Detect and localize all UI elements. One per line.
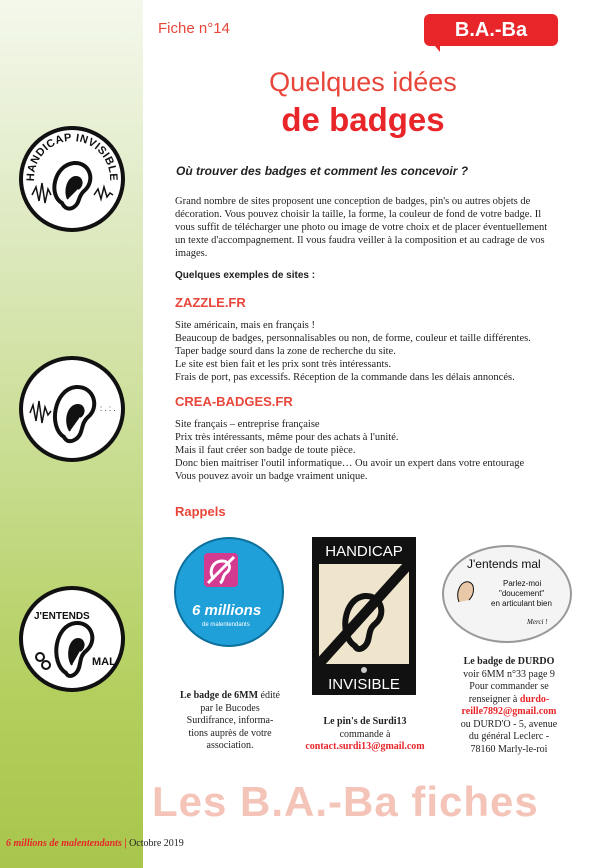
svg-text:de malentendants: de malentendants	[202, 622, 250, 628]
zazzle-line: Site américain, mais en français !	[175, 320, 315, 331]
svg-text:HANDICAP INVISIBLE: HANDICAP INVISIBLE	[24, 131, 120, 182]
crea-line: Site français – entreprise française	[175, 419, 320, 430]
page-title-line2: de badges	[281, 101, 445, 138]
handicap-invisible-logo	[18, 125, 126, 233]
zazzle-line: Beaucoup de badges, personnalisables ou non, de forme, couleur et taille différentes.	[175, 333, 531, 344]
footer-magazine-name: 6 millions de malentendants	[6, 838, 122, 849]
crea-badges-title: CREA-BADGES.FR	[175, 394, 293, 409]
zazzle-paragraph	[175, 319, 575, 384]
svg-text:: . : .: : . : .	[100, 404, 116, 413]
caption-6mm	[170, 690, 290, 753]
six-millions-badge-image	[172, 535, 286, 649]
intro-line: images.	[175, 248, 208, 259]
svg-text:Parlez-moi: Parlez-moi	[503, 579, 542, 588]
intro-line: un texte d'accompagnement. Il vous faudra veiller à la composition et au cadrage de vos	[175, 235, 545, 246]
jentends-mal-logo	[18, 585, 126, 693]
examples-heading: Quelques exemples de sites :	[175, 270, 316, 281]
caption-durdo-line: renseigner à	[468, 693, 520, 705]
surdi13-email-link[interactable]: contact.surdi13@gmail.com	[305, 741, 425, 752]
crea-line: Donc bien maitriser l'outil informatique… Ou avoir un expert dans votre entourage	[175, 458, 525, 469]
crea-line: Mais il faut créer son badge de toute pièce.	[175, 445, 356, 456]
crea-paragraph	[175, 418, 575, 483]
footer-date: Octobre 2019	[129, 838, 184, 849]
caption-6mm-line: tions auprès de votre	[188, 727, 272, 739]
caption-durdo-line: voir 6MM n°33 page 9	[463, 668, 555, 680]
caption-surdi13-line: commande à	[339, 728, 391, 740]
question-heading: Où trouver des badges et comment les concevoir ?	[176, 164, 469, 178]
intro-line: décoration. Vous pouvez choisir la taille, la forme, la couleur de fond de votre badge. Il	[175, 209, 542, 220]
caption-durdo-line: Pour commander se	[469, 681, 549, 692]
caption-surdi13	[296, 716, 434, 754]
footer-separator: |	[124, 838, 127, 849]
caption-6mm-text: édité	[258, 690, 280, 701]
caption-durdo	[450, 656, 568, 756]
zazzle-line: Taper badge sourd dans la zone de recherche du site.	[175, 346, 396, 357]
svg-text:6 millions: 6 millions	[192, 602, 262, 619]
jentends-mal-badge-image	[441, 544, 573, 644]
caption-6mm-line: Surdifrance, informa-	[186, 715, 274, 726]
svg-text:J'ENTENDS: J'ENTENDS	[34, 611, 90, 622]
svg-text:HANDICAP: HANDICAP	[325, 543, 403, 560]
caption-6mm-line: par le Bucodes	[200, 702, 260, 714]
caption-6mm-line: association.	[206, 740, 254, 751]
zazzle-line: Frais de port, pas excessifs. Réception de la commande dans les délais annoncés.	[175, 372, 515, 383]
page-title-line1: Quelques idées	[269, 67, 457, 97]
sidebar-band	[0, 0, 143, 868]
svg-text:INVISIBLE: INVISIBLE	[328, 676, 400, 693]
svg-text:J'entends mal: J'entends mal	[467, 557, 541, 571]
ear-sound-logo	[18, 355, 126, 463]
durdo-email-link-part2[interactable]: reille7892@gmail.com	[461, 706, 557, 717]
caption-durdo-title: Le badge de DURDO	[463, 656, 555, 667]
caption-durdo-line: ou DURD'O - 5, avenue	[460, 718, 558, 730]
zazzle-title: ZAZZLE.FR	[175, 295, 246, 310]
handicap-invisible-pin-image	[311, 536, 417, 696]
durdo-email-link-part1[interactable]: durdo-	[519, 693, 550, 705]
svg-text:Merci !: Merci !	[527, 618, 548, 626]
crea-line: Vous pouvez avoir un badge vraiment unique.	[175, 471, 368, 482]
intro-line: vous suffit de télécharger une photo ou image de votre choix et de placer éventuellement	[175, 222, 548, 233]
footer-watermark-title: Les B.A.-Ba fiches	[152, 778, 539, 825]
baba-tab: B.A.-Ba	[424, 14, 558, 46]
caption-durdo-line: 78160 Marly-le-roi	[470, 743, 548, 755]
svg-text:MAL: MAL	[92, 656, 116, 668]
svg-text:en articulant bien: en articulant bien	[491, 599, 552, 608]
zazzle-line: Le site est bien fait et les prix sont très intéressants.	[175, 359, 392, 370]
rappels-heading: Rappels	[175, 504, 226, 519]
intro-line: Grand nombre de sites proposent une conception de badges, pin's ou autres objets de	[175, 196, 531, 207]
caption-durdo-line: du général Leclerc -	[468, 731, 550, 742]
fiche-number: Fiche n°14	[158, 20, 230, 37]
caption-surdi13-title: Le pin's de Surdi13	[323, 716, 407, 727]
intro-paragraph	[175, 195, 575, 260]
caption-6mm-title: Le badge de 6MM	[180, 690, 259, 701]
svg-text:"doucement": "doucement"	[499, 589, 545, 598]
crea-line: Prix très intéressants, même pour des achats à l'unité.	[175, 432, 399, 443]
footer	[6, 838, 184, 849]
baba-tab-tail	[430, 40, 440, 52]
